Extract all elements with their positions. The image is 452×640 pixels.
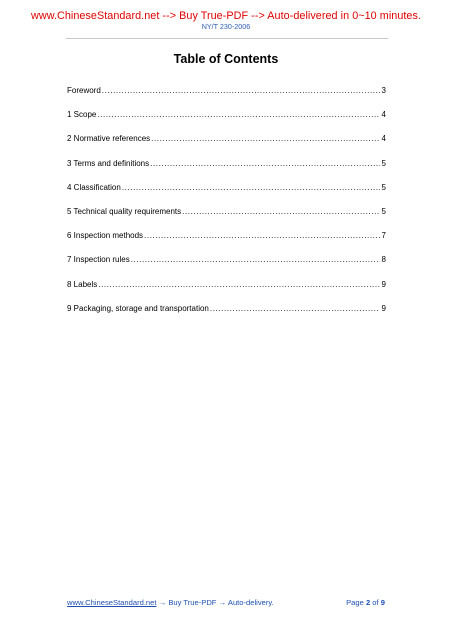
page-number xyxy=(346,598,385,607)
toc-entry-label: 1 Scope xyxy=(67,110,97,120)
page-total: 9 xyxy=(380,598,385,607)
toc-entry-foreword[interactable] xyxy=(67,86,386,110)
toc-leader-dots xyxy=(150,159,379,168)
toc-entry-page: 3 xyxy=(381,86,386,95)
arrow-right-icon: → xyxy=(218,598,227,607)
page-title: Table of Contents xyxy=(173,52,279,66)
toc-leader-dots xyxy=(97,110,379,119)
toc-leader-dots xyxy=(144,231,380,240)
toc-entry-page: 9 xyxy=(381,303,386,313)
toc-entry-page: 7 xyxy=(381,231,386,241)
page-current: 2 xyxy=(365,598,371,607)
footer-buy-text: Buy True-PDF xyxy=(168,598,217,607)
standard-code: NY/T 230-2006 xyxy=(201,22,251,31)
toc-entry-labels[interactable] xyxy=(67,280,386,304)
toc-entry-label: 8 Labels xyxy=(67,279,98,289)
toc-entry-technical-quality[interactable] xyxy=(67,207,386,231)
toc-entry-scope[interactable] xyxy=(67,110,386,134)
toc-entry-label: 5 Technical quality requirements xyxy=(67,206,182,216)
page-footer xyxy=(67,598,385,607)
footer-delivery-text: Auto-delivery. xyxy=(227,598,274,607)
toc-leader-dots xyxy=(98,280,379,289)
toc-entry-packaging[interactable] xyxy=(67,304,386,328)
toc-leader-dots xyxy=(122,183,380,192)
toc-leader-dots xyxy=(131,255,380,264)
page-prefix: Page xyxy=(346,598,364,607)
toc-entry-page: 4 xyxy=(381,110,386,120)
toc-entry-label: 2 Normative references xyxy=(67,134,151,144)
toc-leader-dots xyxy=(210,304,380,313)
toc-entry-label: Foreword xyxy=(67,86,101,95)
toc-entry-label: 7 Inspection rules xyxy=(67,255,130,265)
toc-entry-page: 8 xyxy=(381,255,386,265)
toc-entry-page: 9 xyxy=(381,279,386,289)
toc-entry-inspection-methods[interactable] xyxy=(67,231,386,255)
toc-leader-dots xyxy=(102,86,380,95)
toc-entry-page: 4 xyxy=(381,134,386,144)
toc-entry-label: 3 Terms and definitions xyxy=(67,158,150,168)
toc-entry-terms-definitions[interactable] xyxy=(67,159,386,183)
arrow-right-icon: → xyxy=(158,598,167,607)
toc-entry-page: 5 xyxy=(381,158,386,168)
footer-site-link[interactable]: www.ChineseStandard.net xyxy=(67,598,157,607)
toc-entry-normative-references[interactable] xyxy=(67,134,386,158)
toc-leader-dots xyxy=(151,134,379,143)
promo-banner[interactable]: www.ChineseStandard.net --> Buy True-PDF --> Auto-delivered in 0~10 minutes. xyxy=(31,10,421,22)
toc-entry-classification[interactable] xyxy=(67,183,386,207)
table-of-contents xyxy=(67,86,386,328)
toc-entry-page: 5 xyxy=(381,206,386,216)
page-of: of xyxy=(372,598,379,607)
toc-entry-inspection-rules[interactable] xyxy=(67,255,386,279)
toc-entry-label: 4 Classification xyxy=(67,182,121,192)
toc-entry-label: 6 Inspection methods xyxy=(67,231,144,241)
toc-entry-label: 9 Packaging, storage and transportation xyxy=(67,303,209,313)
toc-leader-dots xyxy=(182,207,379,216)
toc-entry-page: 5 xyxy=(381,182,386,192)
header-divider xyxy=(66,38,388,39)
